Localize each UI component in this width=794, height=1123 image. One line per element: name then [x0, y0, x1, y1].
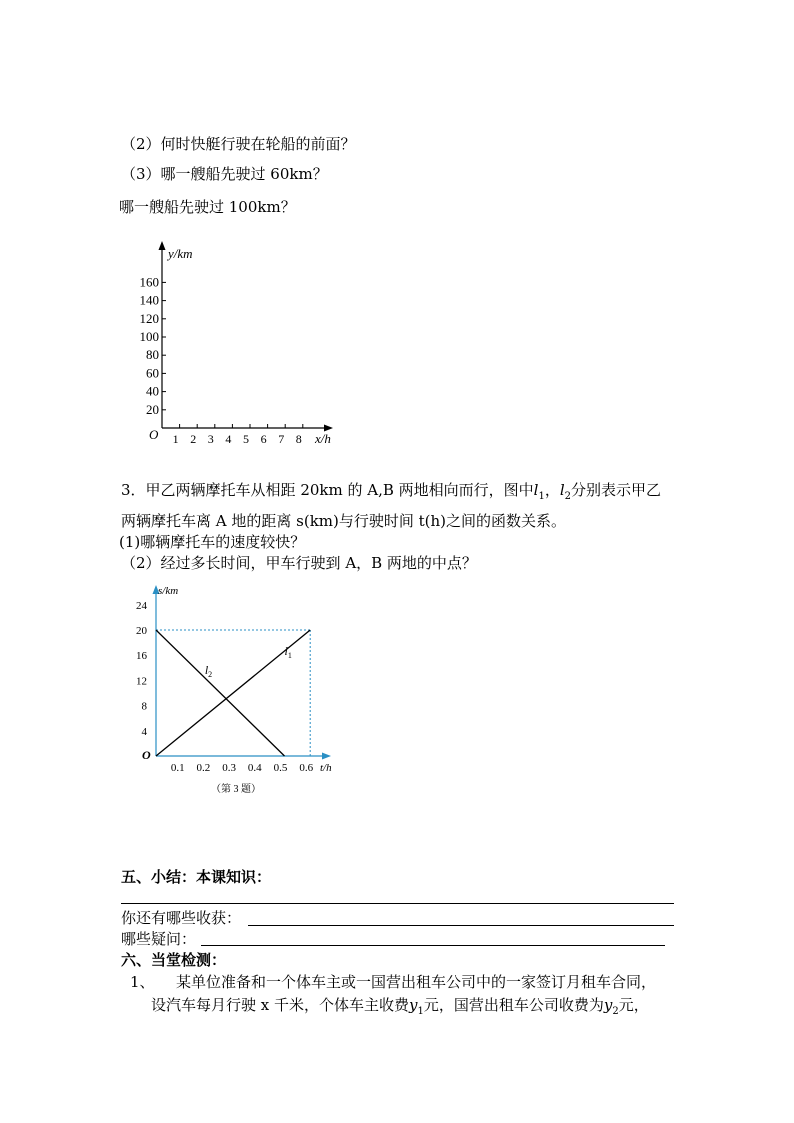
y-tick-label: 8	[141, 700, 147, 713]
question-2-part-4: 哪一艘船先驶过 100km？	[119, 198, 296, 216]
distance-time-chart	[128, 582, 358, 804]
y-tick-label: 24	[136, 599, 147, 612]
gain-label: 你还有哪些收获：	[121, 909, 242, 927]
blank-line-gain	[248, 925, 674, 926]
x-tick-label: 0.2	[196, 762, 211, 774]
x-tick-label: 8	[295, 432, 302, 446]
x-tick-label: 5	[243, 432, 249, 446]
x-tick-label: 0.5	[273, 762, 288, 774]
y-tick-label: 120	[140, 310, 159, 326]
origin-label: O	[149, 427, 159, 442]
series-label-l2: $l_2$	[204, 663, 213, 680]
figure-caption: （第 3 题）	[211, 784, 261, 795]
x-tick-label: 0.1	[170, 762, 185, 774]
series-label-l1: $l_1$	[284, 644, 292, 661]
question-3-sub1: (1)哪辆摩托车的速度较快？	[119, 533, 306, 551]
y-tick-label: 20	[146, 401, 159, 417]
y-axis-label: s/km	[158, 585, 179, 597]
x-axis-label: t/h	[320, 762, 332, 774]
question-3-intro-line1: 3．甲乙两辆摩托车从相距 20km 的 A,B 两地相向而行，图中$l_1$，$l_2$分别表示甲乙	[121, 481, 662, 502]
section-5-title: 五、小结：本课知识：	[121, 868, 272, 886]
y-tick-label: 140	[140, 292, 159, 308]
x-axis-arrow	[322, 753, 331, 760]
x-tick-label: 7	[278, 432, 285, 446]
blank-line-knowledge	[121, 903, 674, 904]
question-2-part-3: （3）哪一艘船先驶过 60km？	[121, 165, 328, 183]
y-axis-arrow	[159, 241, 166, 250]
y-tick-label: 4	[141, 725, 147, 738]
y-tick-label: 12	[136, 675, 147, 688]
x-tick-label: 3	[207, 432, 214, 446]
y-tick-label: 20	[136, 625, 147, 637]
y-tick-label: 16	[136, 650, 147, 663]
x-tick-label: 0.4	[247, 762, 262, 774]
section-6-title: 六、当堂检测：	[121, 951, 227, 969]
item-1-number: 1、	[130, 973, 155, 991]
item-1-line2: 设汽车每月行驶 x 千米，个体车主收费$y_1$元，国营出租车公司收费为$y_2$元，	[151, 996, 649, 1017]
blank-line-doubt	[201, 945, 665, 946]
item-1-line1: 某单位准备和一个体车主或一国营出租车公司中的一家签订月租车合同，	[176, 973, 657, 991]
question-2-part-2: （2）何时快艇行驶在轮船的前面？	[121, 135, 356, 153]
doubt-label: 哪些疑问：	[121, 930, 197, 948]
y-tick-label: 40	[146, 383, 159, 399]
series-line-l2	[156, 630, 285, 756]
x-tick-label: 0.6	[299, 762, 314, 774]
blank-graph	[140, 238, 350, 453]
origin-label: O	[142, 748, 151, 762]
y-tick-label: 160	[140, 274, 159, 290]
question-3-intro-line2: 两辆摩托车离 A 地的距离 s(km)与行驶时间 t(h)之间的函数关系。	[121, 512, 567, 530]
x-tick-label: 2	[190, 432, 197, 446]
x-tick-label: 4	[225, 432, 232, 446]
x-tick-label: 1	[172, 432, 179, 446]
y-axis-label: y/km	[168, 246, 193, 261]
x-tick-label: 0.3	[222, 762, 236, 774]
y-tick-label: 100	[140, 329, 159, 344]
x-axis-label: x/h	[315, 431, 331, 446]
x-tick-label: 6	[260, 432, 267, 446]
question-3-sub2: （2）经过多长时间，甲车行驶到 A，B 两地的中点？	[121, 554, 477, 572]
y-tick-label: 80	[146, 347, 159, 363]
y-tick-label: 60	[146, 365, 159, 381]
